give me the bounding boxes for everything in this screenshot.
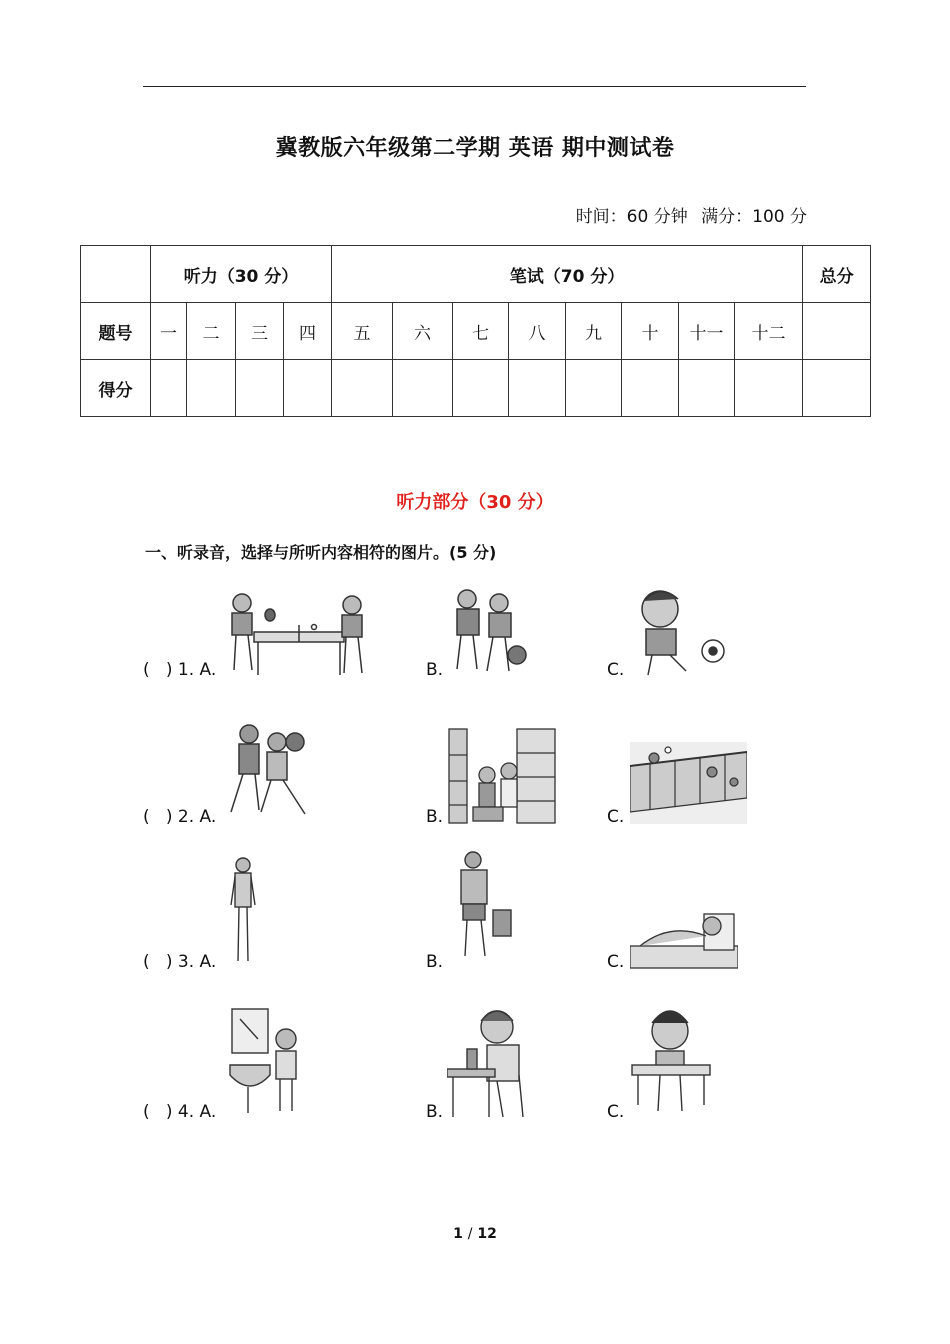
row-question-label: 题号	[81, 303, 151, 360]
question-number: 十	[622, 303, 679, 360]
total-cell[interactable]	[803, 303, 871, 360]
question-number: 六	[393, 303, 453, 360]
option-c-label: C.	[607, 807, 625, 827]
page-separator: /	[467, 1226, 473, 1242]
option-b-label: B.	[426, 1102, 444, 1122]
top-rule	[143, 86, 806, 87]
score-cell[interactable]	[509, 360, 566, 417]
score-cell[interactable]	[236, 360, 284, 417]
score-cell[interactable]	[566, 360, 622, 417]
question-number: 三	[236, 303, 284, 360]
boy-washing-picture[interactable]	[228, 1005, 303, 1115]
section-heading: 听力部分（30 分）	[396, 492, 554, 513]
score-cell[interactable]	[393, 360, 453, 417]
writing-header: 笔试（70 分）	[332, 246, 803, 303]
page-number	[0, 1226, 950, 1242]
girls-basketball-picture[interactable]	[225, 720, 315, 820]
boy-drinking-picture[interactable]	[447, 1005, 537, 1120]
option-b-label: B.	[426, 807, 444, 827]
question-number: 十二	[735, 303, 803, 360]
basketball-boys-picture[interactable]	[443, 585, 535, 675]
question-number: 四	[284, 303, 332, 360]
score-cell[interactable]	[803, 360, 871, 417]
question-number: 五	[332, 303, 393, 360]
score-table	[80, 245, 871, 417]
total-header: 总分	[803, 246, 871, 303]
score-cell[interactable]	[284, 360, 332, 417]
score-cell[interactable]	[679, 360, 735, 417]
instruction: 一、听录音，选择与所听内容相符的图片。(5 分)	[145, 543, 497, 562]
option-c-label: C.	[607, 952, 625, 972]
score-cell[interactable]	[187, 360, 236, 417]
shop-children-picture[interactable]	[447, 725, 557, 825]
volleyball-picture[interactable]	[630, 742, 747, 824]
option-b-label: B.	[426, 660, 444, 680]
score-cell[interactable]	[735, 360, 803, 417]
corner-cell	[81, 246, 151, 303]
question-label: ( ) 2. A.	[143, 807, 217, 827]
boy-crying-picture[interactable]	[630, 1005, 712, 1115]
thin-man-picture[interactable]	[226, 855, 261, 967]
current-page: 1	[453, 1226, 463, 1242]
question-number: 七	[453, 303, 509, 360]
question-number: 一	[151, 303, 187, 360]
total-pages: 12	[477, 1226, 497, 1242]
score-cell[interactable]	[453, 360, 509, 417]
question-label: ( ) 1. A.	[143, 660, 217, 680]
score-cell[interactable]	[151, 360, 187, 417]
option-b-label: B.	[426, 952, 444, 972]
listening-header: 听力（30 分）	[151, 246, 332, 303]
sick-person-picture[interactable]	[630, 910, 738, 970]
question-label: ( ) 3. A.	[143, 952, 217, 972]
question-label: ( ) 4. A.	[143, 1102, 217, 1122]
exam-meta	[568, 202, 807, 227]
row-score-label: 得分	[81, 360, 151, 417]
question-number: 九	[566, 303, 622, 360]
question-number: 十一	[679, 303, 735, 360]
football-boy-picture[interactable]	[632, 585, 727, 680]
score-cell[interactable]	[622, 360, 679, 417]
time-limit: 时间：60 分钟	[575, 207, 688, 227]
strong-man-picture[interactable]	[449, 850, 513, 962]
question-number: 二	[187, 303, 236, 360]
option-c-label: C.	[607, 1102, 625, 1122]
question-number: 八	[509, 303, 566, 360]
score-cell[interactable]	[332, 360, 393, 417]
full-marks: 满分：100 分	[701, 207, 807, 227]
table-tennis-picture[interactable]	[222, 585, 372, 680]
page-title: 冀教版六年级第二学期 英语 期中测试卷	[275, 136, 675, 161]
option-c-label: C.	[607, 660, 625, 680]
